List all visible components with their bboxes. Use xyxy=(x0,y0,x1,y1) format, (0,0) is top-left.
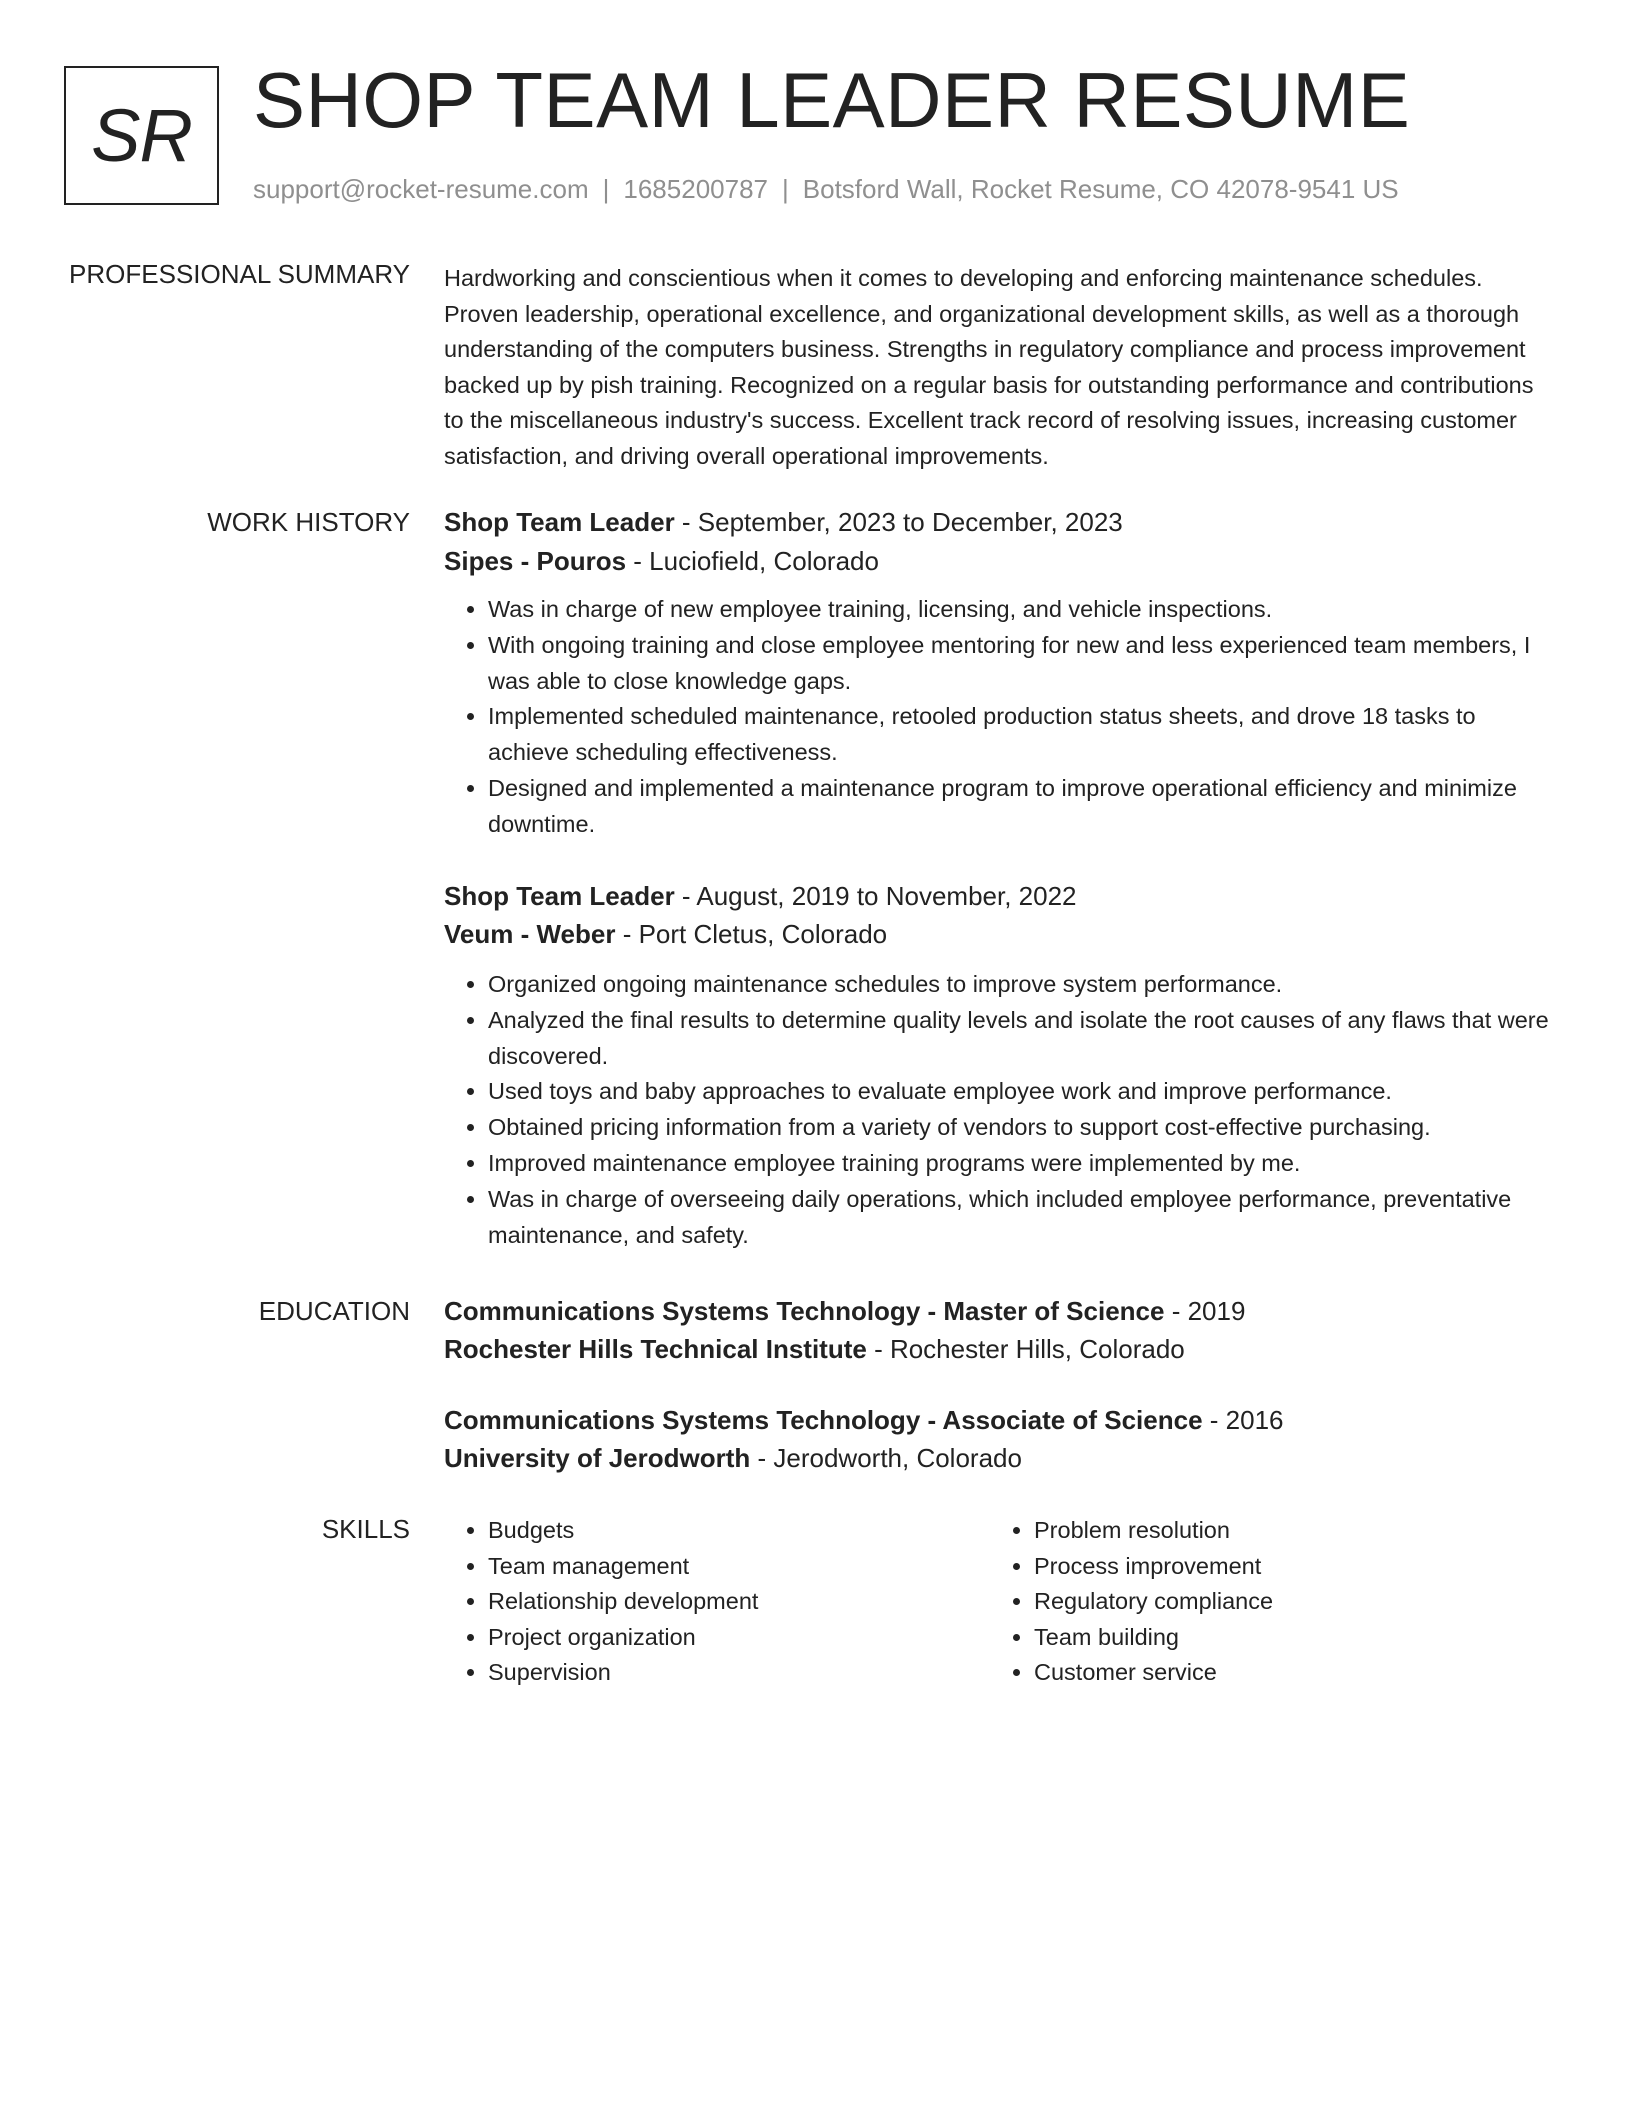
degree-year: - 2016 xyxy=(1202,1405,1284,1435)
list-item: • Obtained pricing information from a variety of vendors to support cost-effective purchasing. xyxy=(488,1110,1554,1146)
list-item: • Supervision xyxy=(488,1655,984,1691)
list-item: • Analyzed the final results to determine quality levels and isolate the root causes of any flaws that were discovered. xyxy=(488,1003,1554,1075)
list-item: • Process improvement xyxy=(1034,1549,1530,1585)
job-company-line xyxy=(444,543,1554,579)
job-title: Shop Team Leader xyxy=(444,507,675,537)
list-item: • Improved maintenance employee training programs were implemented by me. xyxy=(488,1146,1554,1182)
resume-title: SHOP TEAM LEADER RESUME xyxy=(253,56,1411,144)
school-location: - Rochester Hills, Colorado xyxy=(866,1334,1185,1364)
list-item: • Designed and implemented a maintenance program to improve operational efficiency and minimize downtime. xyxy=(488,771,1554,843)
skills-list xyxy=(990,1513,1530,1691)
job-company: Veum - Weber xyxy=(444,919,616,949)
degree-year: - 2019 xyxy=(1164,1296,1246,1326)
school-location: - Jerodworth, Colorado xyxy=(750,1443,1022,1473)
list-item: • Relationship development xyxy=(488,1584,984,1620)
list-item: • Project organization xyxy=(488,1620,984,1656)
section-label-work-history: WORK HISTORY xyxy=(207,507,410,537)
list-item: • Budgets xyxy=(488,1513,984,1549)
skills-column-right xyxy=(990,1513,1530,1691)
skills-list xyxy=(444,1513,984,1691)
education-entry xyxy=(444,1293,1554,1367)
school-name: University of Jerodworth xyxy=(444,1443,751,1473)
contact-separator: | xyxy=(602,174,610,204)
contact-separator: | xyxy=(782,174,789,204)
school-line xyxy=(444,1440,1554,1476)
list-item: • Organized ongoing maintenance schedules to improve system performance. xyxy=(488,967,1554,1003)
monogram-text: SR xyxy=(91,94,192,177)
job-bullets xyxy=(444,592,1554,843)
section-label-skills: SKILLS xyxy=(321,1514,410,1544)
job-company: Sipes - Pouros xyxy=(444,546,627,576)
job-dates: - September, 2023 to December, 2023 xyxy=(674,507,1123,537)
job-bullets xyxy=(444,967,1554,1253)
list-item: • With ongoing training and close employee mentoring for new and less experienced team members, I was able to close knowledge gaps. xyxy=(488,628,1554,700)
list-item: • Was in charge of overseeing daily operations, which included employee performance, preventative maintenance, and safety. xyxy=(488,1182,1554,1254)
education-entry xyxy=(444,1402,1554,1476)
section-label-summary: PROFESSIONAL SUMMARY xyxy=(69,259,410,289)
contact-line xyxy=(253,174,1399,205)
job-company-line xyxy=(444,916,1554,952)
job-entry xyxy=(444,504,1554,843)
list-item: • Used toys and baby approaches to evaluate employee work and improve performance. xyxy=(488,1074,1554,1110)
contact-phone[interactable]: 1685200787 xyxy=(623,174,768,204)
school-name: Rochester Hills Technical Institute xyxy=(444,1334,867,1364)
list-item: • Regulatory compliance xyxy=(1034,1584,1530,1620)
list-item: • Problem resolution xyxy=(1034,1513,1530,1549)
skills-column-left xyxy=(444,1513,984,1691)
monogram-logo xyxy=(64,66,219,205)
job-dates: - August, 2019 to November, 2022 xyxy=(674,881,1077,911)
school-line xyxy=(444,1331,1554,1367)
job-title-line xyxy=(444,878,1554,914)
degree-name: Communications Systems Technology - Associate of Science xyxy=(444,1405,1203,1435)
contact-email[interactable]: support@rocket-resume.com xyxy=(253,174,589,204)
list-item: • Implemented scheduled maintenance, retooled production status sheets, and drove 18 tasks to achieve scheduling effectiveness. xyxy=(488,699,1554,771)
list-item: • Customer service xyxy=(1034,1655,1530,1691)
job-title: Shop Team Leader xyxy=(444,881,675,911)
job-entry xyxy=(444,878,1554,1253)
list-item: • Was in charge of new employee training, licensing, and vehicle inspections. xyxy=(488,592,1554,628)
degree-name: Communications Systems Technology - Master of Science xyxy=(444,1296,1165,1326)
list-item: • Team management xyxy=(488,1549,984,1585)
job-title-line xyxy=(444,504,1554,540)
degree-line xyxy=(444,1402,1554,1438)
contact-address: Botsford Wall, Rocket Resume, CO 42078-9541 US xyxy=(802,174,1399,204)
section-label-education: EDUCATION xyxy=(258,1296,410,1326)
list-item: • Team building xyxy=(1034,1620,1530,1656)
job-location: - Port Cletus, Colorado xyxy=(615,919,888,949)
summary-text: Hardworking and conscientious when it comes to developing and enforcing maintenance schedules. Proven leadership, operational excellence, and organizational development skills, as well as a thorough understanding of the computers business. Strengths in regulatory compliance and process improvement backed up by pish training. Recognized on a regular basis for outstanding performance and contributions to the miscellaneous industry's success. Excellent track record of resolving issues, increasing customer satisfaction, and driving overall operational improvements. xyxy=(444,265,1534,469)
job-location: - Luciofield, Colorado xyxy=(626,546,879,576)
degree-line xyxy=(444,1293,1554,1329)
